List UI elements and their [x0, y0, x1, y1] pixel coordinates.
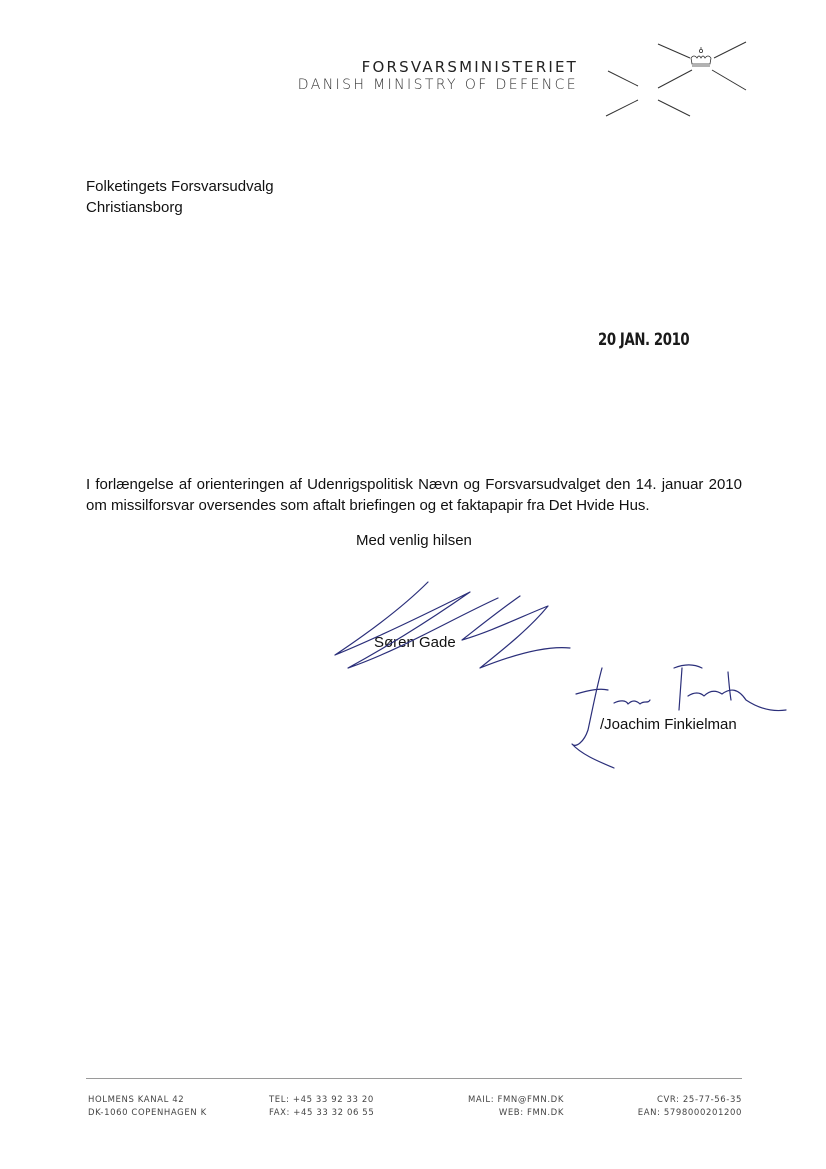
footer-phone: [269, 1094, 374, 1120]
ministry-name-danish: FORSVARSMINISTERIET: [361, 58, 578, 76]
footer-address-line2: DK-1060 COPENHAGEN K: [88, 1108, 207, 1118]
crown-icon: [600, 36, 750, 120]
footer-mail: MAIL: FMN@FMN.DK: [467, 1095, 564, 1105]
signer-name-1: Søren Gade: [374, 634, 456, 651]
footer-tel: TEL: +45 33 92 33 20: [269, 1095, 374, 1105]
footer-cvr: CVR: 25-77-56-35: [656, 1095, 742, 1105]
footer-divider: [86, 1078, 742, 1079]
letter-body: I forlængelse af orienteringen af Udenrigspolitisk Nævn og Forsvarsudvalget den 14. januar 2010 om missilforsvar oversendes som aftalt briefingen og et faktapapir fra Det Hvide Hus.: [86, 476, 742, 514]
date-stamp: 20 JAN. 2010: [598, 330, 690, 350]
recipient-line2: Christiansborg: [86, 199, 183, 216]
footer-ean: EAN: 5798000201200: [637, 1108, 742, 1118]
footer-web: WEB: FMN.DK: [498, 1108, 564, 1118]
footer-registration: [600, 1094, 742, 1120]
footer-fax: FAX: +45 33 32 06 55: [269, 1108, 375, 1118]
footer-address-line1: HOLMENS KANAL 42: [88, 1095, 185, 1105]
closing-greeting: Med venlig hilsen: [356, 532, 472, 549]
recipient-address: [86, 176, 274, 218]
footer-address: [88, 1094, 207, 1120]
signature-1: [335, 582, 570, 668]
signer-name-2: /Joachim Finkielman: [600, 716, 737, 733]
ministry-name-english: DANISH MINISTRY OF DEFENCE: [297, 77, 578, 93]
footer-contact: [430, 1094, 564, 1120]
recipient-line1: Folketingets Forsvarsudvalg: [86, 178, 274, 195]
